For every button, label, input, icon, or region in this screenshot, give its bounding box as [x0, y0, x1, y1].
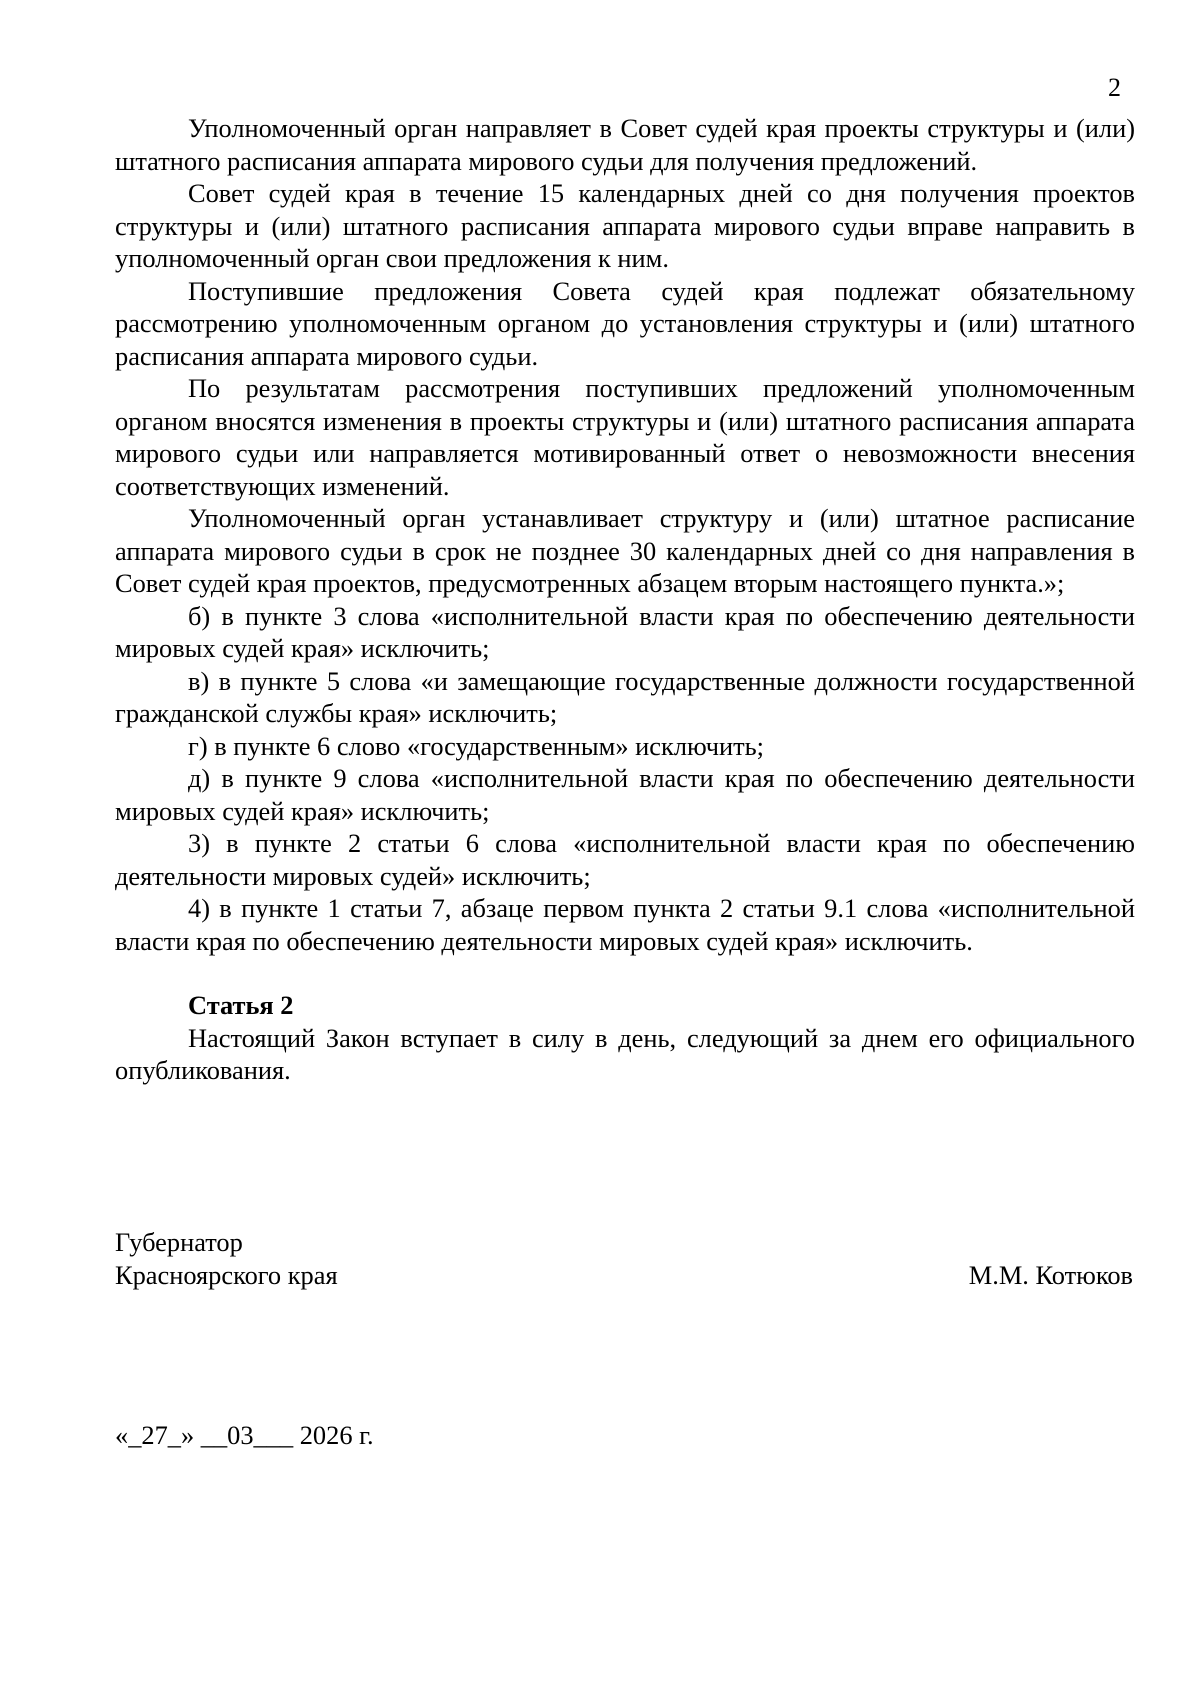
- date-line: «_27_» __03___ 2026 г.: [115, 1420, 374, 1450]
- paragraph: в) в пункте 5 слова «и замещающие государственные должности государственной гражданской службы края» исключить;: [115, 665, 1135, 728]
- paragraph: б) в пункте 3 слова «исполнительной власти края по обеспечению деятельности мировых судей края» исключить;: [115, 600, 1135, 663]
- paragraph: 3) в пункте 2 статьи 6 слова «исполнительной власти края по обеспечению деятельности мировых судей» исключить;: [115, 828, 1135, 891]
- signature-row: [115, 1259, 1133, 1292]
- article-text: Настоящий Закон вступает в силу в день, следующий за днем его официального опубликования.: [115, 1022, 1135, 1085]
- paragraph: Совет судей края в течение 15 календарных дней со дня получения проектов структуры и (или) штатного расписания аппарата мирового судьи вправе направить в уполномоченный орган свои предложения к ним.: [115, 178, 1135, 273]
- page-number: 2: [1108, 73, 1121, 102]
- spacer: [115, 957, 1135, 989]
- paragraph: Уполномоченный орган направляет в Совет судей края проекты структуры и (или) штатного расписания аппарата мирового судьи для получения предложений.: [115, 113, 1135, 176]
- paragraph: Уполномоченный орган устанавливает структуру и (или) штатное расписание аппарата мирового судьи в срок не позднее 30 календарных дней со дня направления в Совет судей края проектов, предусмотренных абзацем вторым настоящего пункта.»;: [115, 503, 1135, 598]
- signature-position-line2: Красноярского края: [115, 1259, 338, 1290]
- document-body: [115, 112, 1135, 1087]
- signatory-name: М.М. Котюков: [968, 1259, 1133, 1290]
- paragraph: г) в пункте 6 слово «государственным» исключить;: [188, 730, 764, 761]
- paragraph: 4) в пункте 1 статьи 7, абзаце первом пункта 2 статьи 9.1 слова «исполнительной власти края по обеспечению деятельности мировых судей края» исключить.: [115, 893, 1135, 956]
- signature-block: [115, 1226, 1133, 1291]
- paragraph: Поступившие предложения Совета судей края подлежат обязательному рассмотрению уполномоченным органом до установления структуры и (или) штатного расписания аппарата мирового судьи.: [115, 275, 1135, 371]
- signature-position-line1: Губернатор: [115, 1227, 243, 1257]
- paragraph: По результатам рассмотрения поступивших предложений уполномоченным органом вносятся изменения в проекты структуры и (или) штатного расписания аппарата мирового судьи или направляется мотивированный ответ о невозможности внесения соответствующих изменений.: [115, 373, 1135, 501]
- paragraph: д) в пункте 9 слова «исполнительной власти края по обеспечению деятельности мировых судей края» исключить;: [115, 763, 1135, 826]
- article-heading: Статья 2: [188, 990, 294, 1020]
